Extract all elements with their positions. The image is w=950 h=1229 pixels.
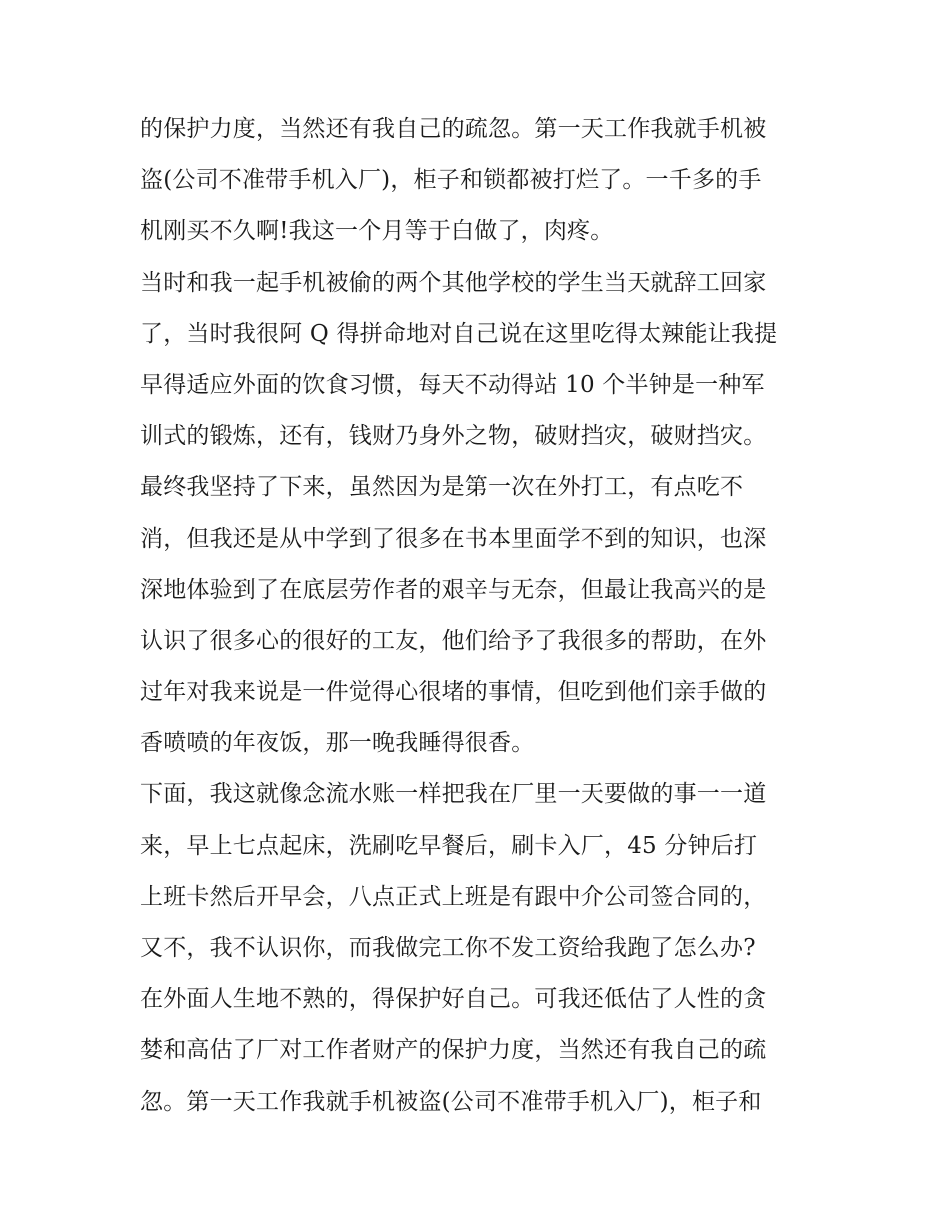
text-line: 下面，我这就像念流水账一样把我在厂里一天要做的事一一道 — [140, 781, 767, 808]
text-line: 在外面人生地不熟的，得保护好自己。可我还低估了人性的贪 — [140, 986, 767, 1013]
text-line: 香喷喷的年夜饭，那一晚我睡得很香。 — [140, 730, 535, 757]
text-line: 了，当时我很阿 Q 得拼命地对自己说在这里吃得太辣能让我提 — [140, 320, 778, 347]
text-line: 上班卡然后开早会，八点正式上班是有跟中介公司签合同的， — [140, 883, 767, 910]
text-line: 认识了很多心的很好的工友，他们给予了我很多的帮助，在外 — [140, 627, 767, 654]
text-line: 忽。第一天工作我就手机被盗(公司不准带手机入厂)，柜子和 — [140, 1088, 762, 1115]
text-line: 机刚买不久啊!我这一个月等于白做了，肉疼。 — [140, 218, 614, 245]
text-line: 过年对我来说是一件觉得心很堵的事情，但吃到他们亲手做的 — [140, 679, 767, 706]
text-line: 最终我坚持了下来，虽然因为是第一次在外打工，有点吃不 — [140, 474, 744, 501]
text-line: 的保护力度，当然还有我自己的疏忽。第一天工作我就手机被 — [140, 116, 767, 142]
text-line: 盗(公司不准带手机入厂)，柜子和锁都被打烂了。一千多的手 — [140, 167, 762, 194]
text-line: 婪和高估了厂对工作者财产的保护力度，当然还有我自己的疏 — [140, 1037, 767, 1064]
document-body — [140, 104, 820, 1128]
text-line: 早得适应外面的饮食习惯，每天不动得站 10 个半钟是一种军 — [140, 371, 765, 398]
text-line: 又不，我不认识你，而我做完工你不发工资给我跑了怎么办? — [140, 935, 756, 961]
text-line: 来，早上七点起床，洗刷吃早餐后，刷卡入厂，45 分钟后打 — [140, 832, 758, 859]
text-line: 训式的锻炼，还有，钱财乃身外之物，破财挡灾，破财挡灾。 — [140, 423, 767, 450]
text-line: 当时和我一起手机被偷的两个其他学校的学生当天就辞工回家 — [140, 269, 767, 296]
text-line: 消，但我还是从中学到了很多在书本里面学不到的知识，也深 — [140, 525, 767, 552]
text-line: 深地体验到了在底层劳作者的艰辛与无奈，但最让我高兴的是 — [140, 576, 767, 603]
